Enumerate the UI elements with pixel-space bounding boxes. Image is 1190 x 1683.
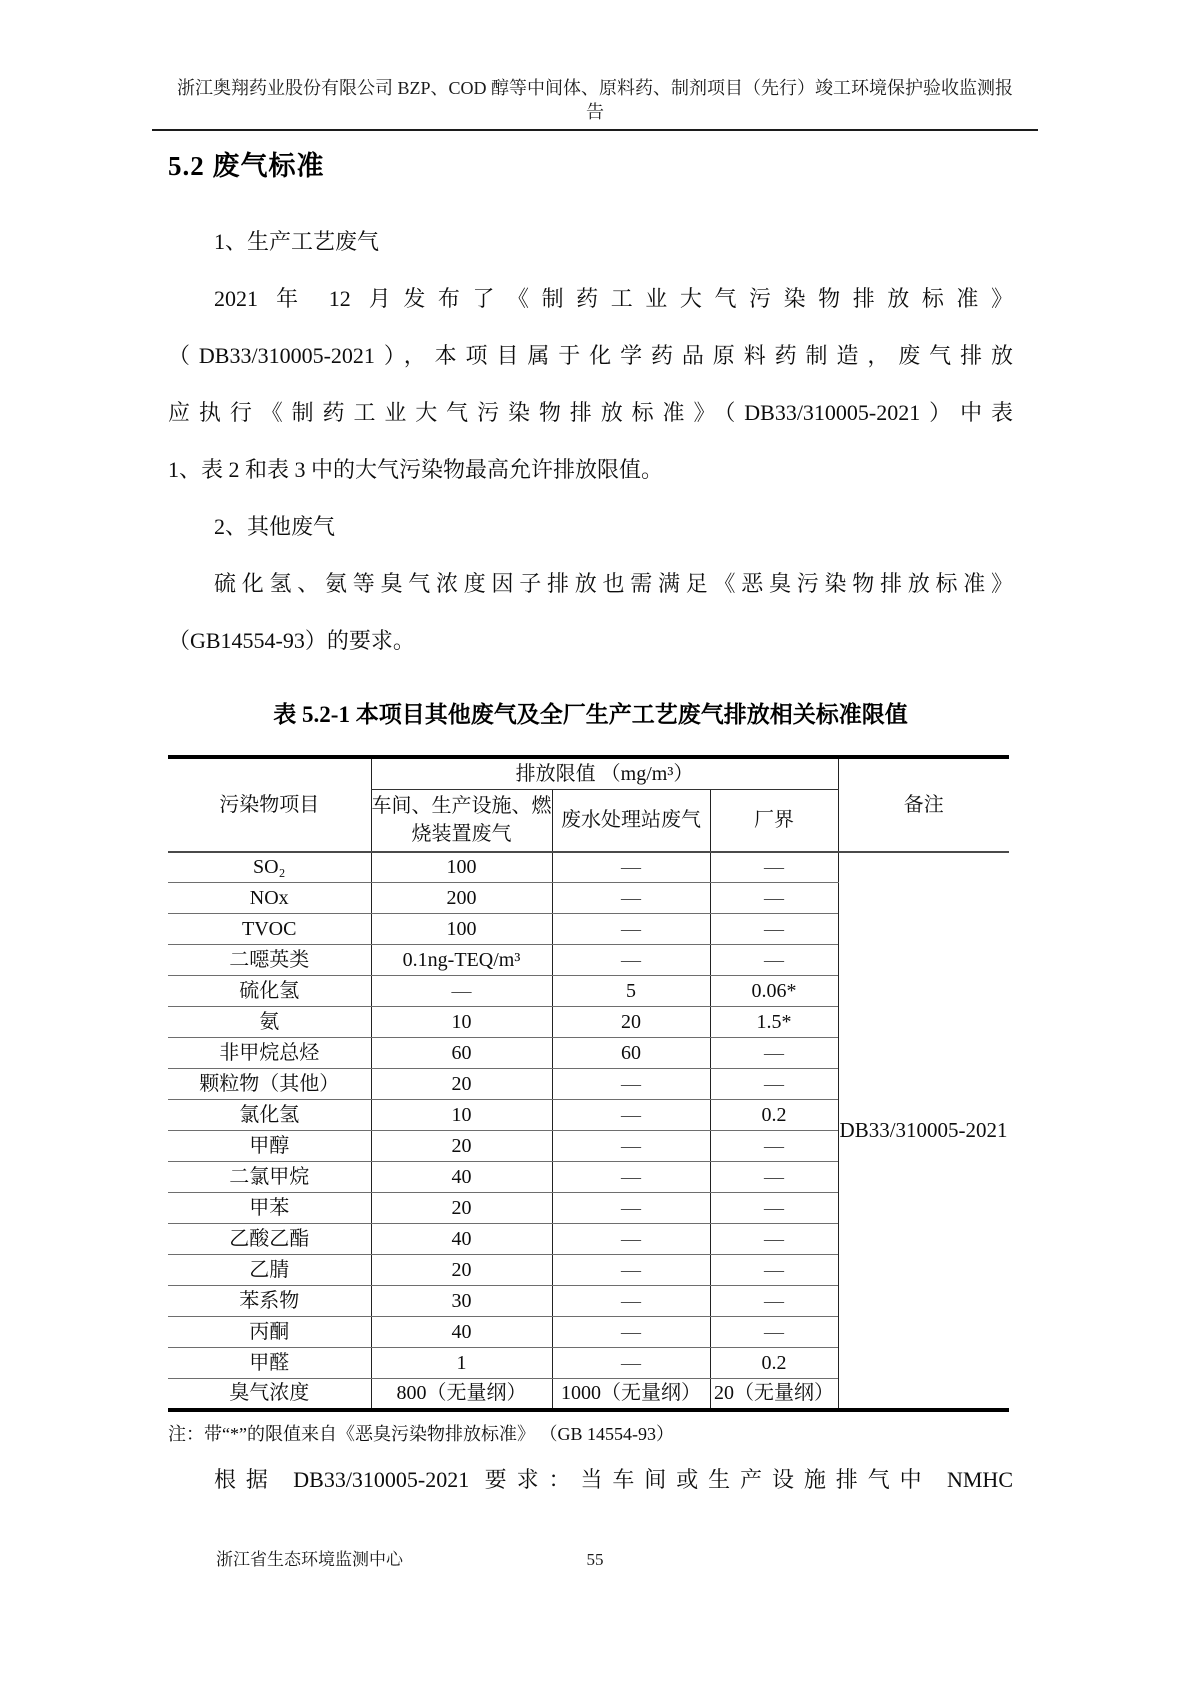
page-header-line1: 浙江奥翔药业股份有限公司 BZP、COD 醇等中间体、原料药、制剂项目（先行）竣工环境保护验收监测报: [176, 78, 1013, 98]
cell-workshop: 20: [371, 1193, 552, 1224]
cell-workshop: 10: [371, 1100, 552, 1131]
cell-pollutant: 丙酮: [168, 1317, 371, 1348]
header-rule: [152, 129, 1038, 131]
cell-wastewater: 5: [552, 976, 710, 1007]
cell-wastewater: —: [552, 1131, 710, 1162]
cell-wastewater: —: [552, 883, 710, 914]
cell-workshop: 40: [371, 1224, 552, 1255]
column-header-workshop-gas: 车间、生产设施、燃烧装置废气: [371, 790, 552, 852]
cell-boundary: —: [710, 945, 838, 976]
cell-wastewater: —: [552, 914, 710, 945]
paragraph-line: 硫化氢、氨等臭气浓度因子排放也需满足《恶臭污染物排放标准》: [214, 571, 1013, 596]
table-caption: 表 5.2-1 本项目其他废气及全厂生产工艺废气排放相关标准限值: [273, 702, 908, 727]
paragraph-line: 2021 年 12 月发布了《制药工业大气污染物排放标准》: [214, 286, 1013, 311]
cell-boundary: —: [710, 1224, 838, 1255]
subsection-1-heading: 1、生产工艺废气: [214, 229, 380, 254]
cell-wastewater: —: [552, 1348, 710, 1379]
cell-boundary: 0.2: [710, 1348, 838, 1379]
cell-pollutant: 非甲烷总烃: [168, 1038, 371, 1069]
cell-pollutant: 臭气浓度: [229, 1382, 310, 1405]
cell-pollutant: 甲醇: [168, 1131, 371, 1162]
cell-pollutant: 苯系物: [168, 1286, 371, 1317]
cell-workshop: —: [371, 976, 552, 1007]
page-header-line2: 告: [586, 102, 604, 122]
cell-workshop: 100: [371, 914, 552, 945]
cell-pollutant: 乙酸乙酯: [168, 1224, 371, 1255]
cell-boundary: —: [710, 883, 838, 914]
paragraph-line: 应执行《制药工业大气污染物排放标准》（DB33/310005-2021）中表: [168, 400, 1013, 425]
cell-wastewater: —: [552, 945, 710, 976]
cell-workshop: 800（无量纲）: [371, 1379, 552, 1410]
cell-wastewater: —: [552, 1286, 710, 1317]
cell-boundary: —: [710, 1069, 838, 1100]
cell-pollutant: 二氯甲烷: [168, 1162, 371, 1193]
cell-wastewater: —: [552, 1193, 710, 1224]
cell-workshop: 1: [371, 1348, 552, 1379]
cell-wastewater: —: [552, 1162, 710, 1193]
cell-wastewater: 1000（无量纲）: [552, 1379, 710, 1410]
cell-workshop: 100: [371, 852, 552, 883]
column-header-wastewater-station-gas: 废水处理站废气: [552, 790, 710, 852]
cell-workshop: 20: [371, 1069, 552, 1100]
cell-pollutant: 甲醛: [168, 1348, 371, 1379]
cell-workshop: 40: [371, 1162, 552, 1193]
cell-pollutant: SO₂: [168, 852, 371, 883]
cell-workshop: 20: [371, 1131, 552, 1162]
cell-workshop: 0.1ng-TEQ/m³: [371, 945, 552, 976]
cell-workshop: 60: [371, 1038, 552, 1069]
paragraph-line: 1、表 2 和表 3 中的大气污染物最高允许排放限值。: [168, 457, 664, 482]
cell-boundary: —: [710, 1131, 838, 1162]
footer-page-number: 55: [586, 1550, 604, 1569]
cell-pollutant: 氯化氢: [168, 1100, 371, 1131]
subsection-2-heading: 2、其他废气: [214, 514, 336, 539]
column-header-remark: 备注: [838, 757, 1009, 852]
cell-wastewater: 20: [552, 1007, 710, 1038]
cell-wastewater: —: [552, 1255, 710, 1286]
cell-boundary: 0.2: [710, 1100, 838, 1131]
cell-workshop: 20: [371, 1255, 552, 1286]
cell-boundary: —: [710, 852, 838, 883]
cell-boundary: 0.06*: [710, 976, 838, 1007]
cell-boundary: 20（无量纲）: [710, 1379, 838, 1410]
cell-pollutant: 二噁英类: [168, 945, 371, 976]
cell-pollutant: 颗粒物（其他）: [168, 1069, 371, 1100]
cell-wastewater: —: [552, 1317, 710, 1348]
table-header-row-1: [168, 757, 1009, 790]
paragraph-line: （GB14554-93）的要求。: [168, 628, 415, 653]
cell-wastewater: —: [552, 1100, 710, 1131]
paragraph-line: （DB33/310005-2021），本项目属于化学药品原料药制造，废气排放: [168, 343, 1013, 368]
footer-organization: 浙江省生态环境监测中心: [216, 1550, 403, 1569]
cell-pollutant: 氨: [168, 1007, 371, 1038]
cell-wastewater: —: [552, 852, 710, 883]
cell-boundary: —: [710, 1317, 838, 1348]
cell-boundary: —: [710, 1255, 838, 1286]
emission-limits-table: [168, 755, 1009, 1412]
cell-boundary: —: [710, 914, 838, 945]
closing-paragraph-line: 根据 DB33/310005-2021 要求：当车间或生产设施排气中 NMHC: [214, 1466, 1013, 1492]
column-header-plant-boundary: 厂界: [710, 790, 838, 852]
cell-wastewater: 60: [552, 1038, 710, 1069]
cell-boundary: —: [710, 1286, 838, 1317]
cell-wastewater: —: [552, 1069, 710, 1100]
paragraph-production-waste-gas: [168, 270, 1013, 498]
cell-wastewater: —: [552, 1224, 710, 1255]
cell-pollutant: TVOC: [168, 914, 371, 945]
cell-workshop: 40: [371, 1317, 552, 1348]
cell-pollutant: 硫化氢: [168, 976, 371, 1007]
paragraph-other-waste-gas: [168, 555, 1013, 669]
cell-remark-standard: DB33/310005-2021: [838, 852, 1009, 1410]
cell-workshop: 30: [371, 1286, 552, 1317]
page-header: [152, 76, 1038, 124]
cell-boundary: 1.5*: [710, 1007, 838, 1038]
column-group-header-emission-limit: 排放限值 （mg/m³）: [371, 757, 838, 790]
cell-workshop: 200: [371, 883, 552, 914]
cell-boundary: —: [710, 1038, 838, 1069]
column-header-pollutant: 污染物项目: [168, 757, 371, 852]
cell-pollutant: NOx: [168, 883, 371, 914]
cell-workshop: 10: [371, 1007, 552, 1038]
cell-pollutant: 乙腈: [168, 1255, 371, 1286]
cell-pollutant: 甲苯: [168, 1193, 371, 1224]
section-heading: 5.2 废气标准: [168, 151, 325, 181]
table-row: [168, 852, 1009, 883]
table-footnote: 注：带“*”的限值来自《恶臭污染物排放标准》 （GB 14554-93）: [168, 1423, 674, 1444]
cell-boundary: —: [710, 1162, 838, 1193]
cell-boundary: —: [710, 1193, 838, 1224]
